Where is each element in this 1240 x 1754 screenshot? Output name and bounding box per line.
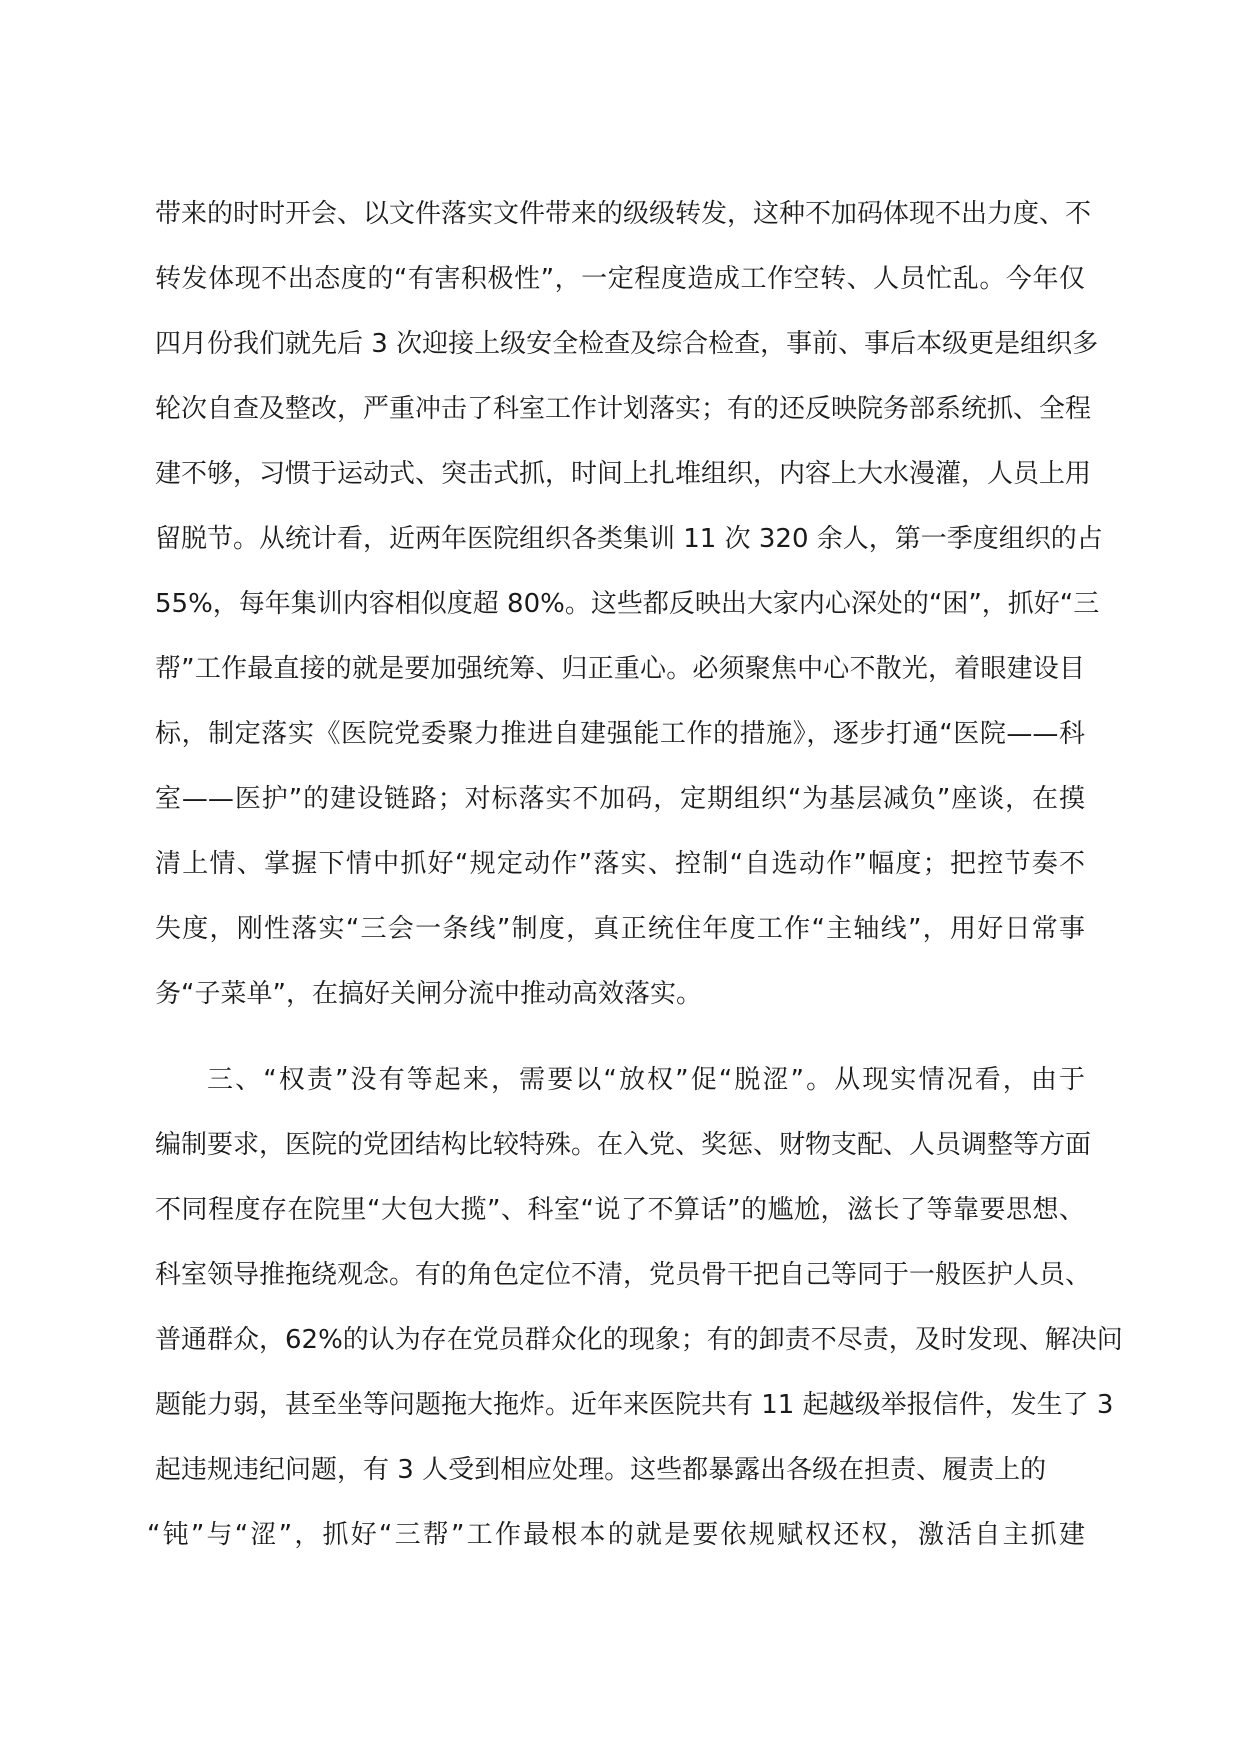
paragraph-2-line-6: 题能力弱，甚至坐等问题拖大拖炸。近年来医院共有 11 起越级举报信件，发生了 3 <box>155 1390 1114 1420</box>
paragraph-2-line-5: 普通群众，62%的认为存在党员群众化的现象；有的卸责不尽责，及时发现、解决问 <box>155 1325 1123 1355</box>
paragraph-2-line-7: 起违规违纪问题，有 3 人受到相应处理。这些都暴露出各级在担责、履责上的 <box>155 1455 1047 1485</box>
paragraph-2-line-3: 不同程度存在院里“大包大揽”、科室“说了不算话”的尴尬，滋长了等靠要思想、 <box>155 1195 1085 1225</box>
paragraph-1-line-2: 转发体现不出态度的“有害积极性”，一定程度造成工作空转、人员忙乱。今年仅 <box>155 264 1085 294</box>
paragraph-1-line-3: 四月份我们就先后 3 次迎接上级安全检查及综合检查，事前、事后本级更是组织多 <box>155 329 1099 359</box>
paragraph-2-line-2: 编制要求，医院的党团结构比较特殊。在入党、奖惩、财物支配、人员调整等方面 <box>155 1130 1092 1160</box>
paragraph-2-line-1: 三、“权责”没有等起来，需要以“放权”促“脱涩”。从现实情况看，由于 <box>207 1065 1085 1095</box>
paragraph-1-line-6: 留脱节。从统计看，近两年医院组织各类集训 11 次 320 余人，第一季度组织的占 <box>155 524 1103 554</box>
paragraph-1-line-11: 清上情、掌握下情中抓好“规定动作”落实、控制“自选动作”幅度；把控节奏不 <box>155 849 1085 879</box>
paragraph-1-line-4: 轮次自查及整改，严重冲击了科室工作计划落实；有的还反映院务部系统抓、全程 <box>155 394 1092 424</box>
paragraph-1-line-8: 帮”工作最直接的就是要加强统筹、归正重心。必须聚焦中心不散光，着眼建设目 <box>155 654 1085 684</box>
paragraph-1-line-13: 务“子菜单”，在搞好关闸分流中推动高效落实。 <box>155 979 702 1009</box>
paragraph-1-line-12: 失度，刚性落实“三会一条线”制度，真正统住年度工作“主轴线”，用好日常事 <box>155 914 1085 944</box>
paragraph-1-line-10: 室——医护”的建设链路；对标落实不加码，定期组织“为基层减负”座谈，在摸 <box>155 784 1085 814</box>
paragraph-2-line-4: 科室领导推拖绕观念。有的角色定位不清，党员骨干把自己等同于一般医护人员、 <box>155 1260 1092 1290</box>
paragraph-1-line-7: 55%，每年集训内容相似度超 80%。这些都反映出大家内心深处的“困”，抓好“三 <box>155 589 1100 619</box>
paragraph-1-line-1: 带来的时时开会、以文件落实文件带来的级级转发，这种不加码体现不出力度、不 <box>155 199 1092 229</box>
paragraph-1-line-9: 标，制定落实《医院党委聚力推进自建强能工作的措施》，逐步打通“医院——科 <box>155 719 1085 749</box>
paragraph-1-line-5: 建不够，习惯于运动式、突击式抓，时间上扎堆组织，内容上大水漫灌，人员上用 <box>155 459 1092 489</box>
paragraph-2-line-8: “钝”与“涩”，抓好“三帮”工作最根本的就是要依规赋权还权，激活自主抓建 <box>147 1520 1085 1550</box>
